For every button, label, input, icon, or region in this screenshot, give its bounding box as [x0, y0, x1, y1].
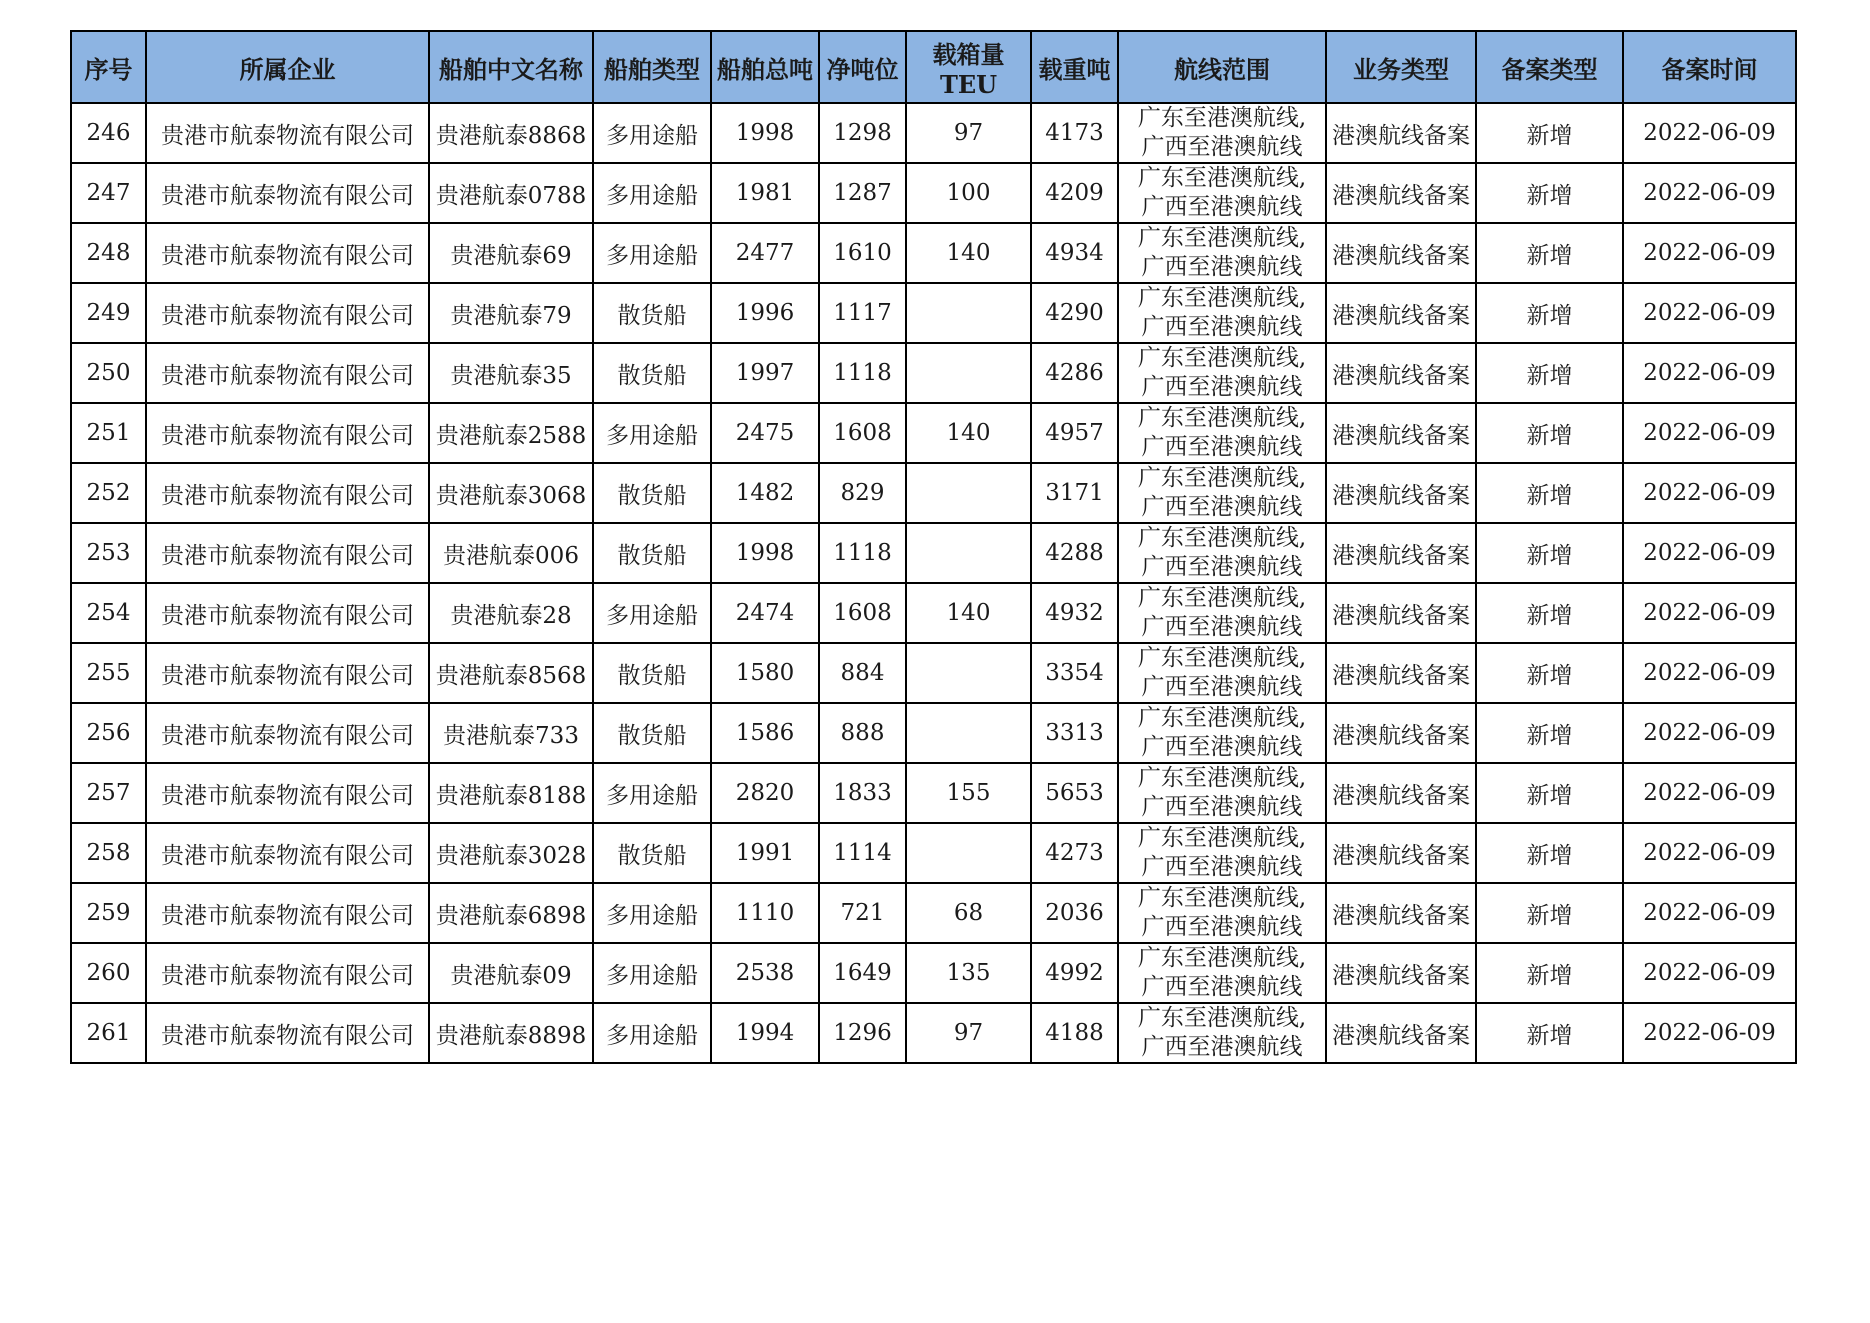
cell-deadweight: 3313: [1031, 703, 1118, 763]
route-line: 广西至港澳航线: [1141, 554, 1303, 580]
cell-ship-name: 贵港航泰8188: [429, 763, 593, 823]
cell-route-lines: [1118, 283, 1326, 343]
cell-filing-type: 新增: [1476, 223, 1623, 283]
column-header-seq: 序号: [71, 31, 146, 103]
cell-ship-name: 贵港航泰8898: [429, 1003, 593, 1063]
cell-business-type: 港澳航线备案: [1326, 823, 1476, 883]
cell-business-type: 港澳航线备案: [1326, 523, 1476, 583]
cell-gross-tonnage: 2820: [711, 763, 819, 823]
cell-company: 贵港市航泰物流有限公司: [146, 703, 429, 763]
cell-company: 贵港市航泰物流有限公司: [146, 883, 429, 943]
cell-route-lines: [1118, 523, 1326, 583]
cell-filing-type: 新增: [1476, 163, 1623, 223]
cell-business-type: 港澳航线备案: [1326, 583, 1476, 643]
route-line: 广西至港澳航线: [1141, 974, 1303, 1000]
cell-ship-type: 散货船: [593, 343, 711, 403]
cell-business-type: 港澳航线备案: [1326, 223, 1476, 283]
cell-ship-name: 贵港航泰8868: [429, 103, 593, 163]
column-header-route: 航线范围: [1118, 31, 1326, 103]
cell-deadweight: 4173: [1031, 103, 1118, 163]
cell-teu: 100: [906, 163, 1031, 223]
cell-filing-type: 新增: [1476, 1003, 1623, 1063]
route-line: 广东至港澳航线,: [1137, 285, 1307, 311]
cell-teu: 135: [906, 943, 1031, 1003]
cell-filing-date: 2022-06-09: [1623, 103, 1796, 163]
cell-company: 贵港市航泰物流有限公司: [146, 463, 429, 523]
column-header-ship-type: 船舶类型: [593, 31, 711, 103]
cell-filing-type: 新增: [1476, 763, 1623, 823]
cell-route-lines: [1118, 643, 1326, 703]
column-header-deadweight: 载重吨: [1031, 31, 1118, 103]
cell-filing-type: 新增: [1476, 403, 1623, 463]
cell-route-lines: [1118, 823, 1326, 883]
route-line: 广东至港澳航线,: [1137, 885, 1307, 911]
ship-filing-table: [70, 30, 1797, 1064]
table-body: [71, 103, 1796, 1063]
cell-gross-tonnage: 1586: [711, 703, 819, 763]
cell-filing-date: 2022-06-09: [1623, 463, 1796, 523]
cell-filing-date: 2022-06-09: [1623, 523, 1796, 583]
cell-deadweight: 3354: [1031, 643, 1118, 703]
cell-company: 贵港市航泰物流有限公司: [146, 403, 429, 463]
cell-filing-date: 2022-06-09: [1623, 403, 1796, 463]
cell-route-lines: [1118, 703, 1326, 763]
route-line: 广西至港澳航线: [1141, 434, 1303, 460]
cell-teu: 140: [906, 223, 1031, 283]
cell-ship-name: 贵港航泰69: [429, 223, 593, 283]
cell-net-tonnage: 721: [819, 883, 906, 943]
cell-route-lines: [1118, 883, 1326, 943]
cell-teu: 155: [906, 763, 1031, 823]
cell-ship-name: 贵港航泰35: [429, 343, 593, 403]
cell-ship-name: 贵港航泰79: [429, 283, 593, 343]
cell-business-type: 港澳航线备案: [1326, 163, 1476, 223]
cell-ship-type: 散货船: [593, 283, 711, 343]
route-line: 广西至港澳航线: [1141, 1034, 1303, 1060]
cell-deadweight: 4932: [1031, 583, 1118, 643]
cell-net-tonnage: 1117: [819, 283, 906, 343]
route-line: 广西至港澳航线: [1141, 314, 1303, 340]
cell-ship-type: 多用途船: [593, 223, 711, 283]
cell-route-lines: [1118, 103, 1326, 163]
cell-business-type: 港澳航线备案: [1326, 883, 1476, 943]
table-row: [71, 403, 1796, 463]
cell-seq: 253: [71, 523, 146, 583]
cell-net-tonnage: 1296: [819, 1003, 906, 1063]
cell-gross-tonnage: 1580: [711, 643, 819, 703]
cell-business-type: 港澳航线备案: [1326, 643, 1476, 703]
cell-business-type: 港澳航线备案: [1326, 403, 1476, 463]
cell-route-lines: [1118, 223, 1326, 283]
cell-teu: 68: [906, 883, 1031, 943]
cell-seq: 246: [71, 103, 146, 163]
route-line: 广东至港澳航线,: [1137, 825, 1307, 851]
header-row: [71, 31, 1796, 103]
cell-filing-date: 2022-06-09: [1623, 883, 1796, 943]
route-line: 广东至港澳航线,: [1137, 465, 1307, 491]
cell-ship-type: 多用途船: [593, 1003, 711, 1063]
cell-deadweight: 4992: [1031, 943, 1118, 1003]
cell-seq: 258: [71, 823, 146, 883]
cell-business-type: 港澳航线备案: [1326, 343, 1476, 403]
cell-filing-type: 新增: [1476, 883, 1623, 943]
cell-business-type: 港澳航线备案: [1326, 283, 1476, 343]
cell-ship-type: 多用途船: [593, 583, 711, 643]
route-line: 广东至港澳航线,: [1137, 345, 1307, 371]
cell-ship-name: 贵港航泰28: [429, 583, 593, 643]
cell-net-tonnage: 1298: [819, 103, 906, 163]
cell-deadweight: 4288: [1031, 523, 1118, 583]
cell-net-tonnage: 1610: [819, 223, 906, 283]
cell-company: 贵港市航泰物流有限公司: [146, 943, 429, 1003]
cell-ship-name: 贵港航泰8568: [429, 643, 593, 703]
cell-company: 贵港市航泰物流有限公司: [146, 283, 429, 343]
cell-filing-date: 2022-06-09: [1623, 163, 1796, 223]
cell-ship-name: 贵港航泰733: [429, 703, 593, 763]
cell-seq: 255: [71, 643, 146, 703]
column-header-teu: 载箱量TEU: [906, 31, 1031, 103]
cell-filing-date: 2022-06-09: [1623, 583, 1796, 643]
cell-teu: [906, 823, 1031, 883]
cell-business-type: 港澳航线备案: [1326, 1003, 1476, 1063]
cell-net-tonnage: 1114: [819, 823, 906, 883]
table-row: [71, 943, 1796, 1003]
route-line: 广东至港澳航线,: [1137, 105, 1307, 131]
cell-deadweight: 4290: [1031, 283, 1118, 343]
cell-gross-tonnage: 2475: [711, 403, 819, 463]
cell-gross-tonnage: 1997: [711, 343, 819, 403]
cell-filing-type: 新增: [1476, 703, 1623, 763]
table-row: [71, 523, 1796, 583]
cell-teu: 140: [906, 583, 1031, 643]
cell-ship-type: 多用途船: [593, 943, 711, 1003]
cell-gross-tonnage: 1110: [711, 883, 819, 943]
cell-ship-name: 贵港航泰3028: [429, 823, 593, 883]
table-row: [71, 883, 1796, 943]
cell-filing-type: 新增: [1476, 283, 1623, 343]
cell-net-tonnage: 1608: [819, 583, 906, 643]
cell-net-tonnage: 1649: [819, 943, 906, 1003]
table-row: [71, 703, 1796, 763]
cell-filing-type: 新增: [1476, 943, 1623, 1003]
cell-seq: 250: [71, 343, 146, 403]
table-row: [71, 1003, 1796, 1063]
route-line: 广西至港澳航线: [1141, 914, 1303, 940]
route-line: 广西至港澳航线: [1141, 794, 1303, 820]
table-row: [71, 463, 1796, 523]
cell-gross-tonnage: 1981: [711, 163, 819, 223]
cell-route-lines: [1118, 463, 1326, 523]
cell-deadweight: 4209: [1031, 163, 1118, 223]
cell-net-tonnage: 888: [819, 703, 906, 763]
cell-ship-type: 散货船: [593, 523, 711, 583]
cell-gross-tonnage: 2477: [711, 223, 819, 283]
column-header-net-tonnage: 净吨位: [819, 31, 906, 103]
route-line: 广东至港澳航线,: [1137, 225, 1307, 251]
cell-seq: 256: [71, 703, 146, 763]
cell-deadweight: 4934: [1031, 223, 1118, 283]
cell-teu: [906, 523, 1031, 583]
route-line: 广东至港澳航线,: [1137, 705, 1307, 731]
cell-ship-name: 贵港航泰6898: [429, 883, 593, 943]
cell-filing-type: 新增: [1476, 823, 1623, 883]
cell-business-type: 港澳航线备案: [1326, 103, 1476, 163]
route-line: 广东至港澳航线,: [1137, 165, 1307, 191]
route-line: 广西至港澳航线: [1141, 494, 1303, 520]
route-line: 广东至港澳航线,: [1137, 585, 1307, 611]
cell-net-tonnage: 1118: [819, 523, 906, 583]
cell-company: 贵港市航泰物流有限公司: [146, 1003, 429, 1063]
cell-filing-type: 新增: [1476, 523, 1623, 583]
table-row: [71, 763, 1796, 823]
cell-seq: 251: [71, 403, 146, 463]
cell-filing-date: 2022-06-09: [1623, 703, 1796, 763]
table-row: [71, 343, 1796, 403]
route-line: 广东至港澳航线,: [1137, 405, 1307, 431]
route-line: 广西至港澳航线: [1141, 854, 1303, 880]
table-row: [71, 283, 1796, 343]
cell-teu: [906, 703, 1031, 763]
cell-ship-type: 散货船: [593, 463, 711, 523]
cell-seq: 259: [71, 883, 146, 943]
cell-route-lines: [1118, 1003, 1326, 1063]
cell-teu: [906, 463, 1031, 523]
column-header-gross-tonnage: 船舶总吨: [711, 31, 819, 103]
cell-filing-date: 2022-06-09: [1623, 1003, 1796, 1063]
cell-filing-date: 2022-06-09: [1623, 823, 1796, 883]
cell-seq: 248: [71, 223, 146, 283]
column-header-company: 所属企业: [146, 31, 429, 103]
cell-company: 贵港市航泰物流有限公司: [146, 103, 429, 163]
cell-deadweight: 2036: [1031, 883, 1118, 943]
cell-ship-type: 散货船: [593, 823, 711, 883]
cell-seq: 249: [71, 283, 146, 343]
cell-route-lines: [1118, 403, 1326, 463]
cell-route-lines: [1118, 163, 1326, 223]
cell-gross-tonnage: 1482: [711, 463, 819, 523]
cell-ship-name: 贵港航泰2588: [429, 403, 593, 463]
route-line: 广西至港澳航线: [1141, 674, 1303, 700]
cell-filing-date: 2022-06-09: [1623, 343, 1796, 403]
cell-company: 贵港市航泰物流有限公司: [146, 223, 429, 283]
table-header: [71, 31, 1796, 103]
cell-teu: [906, 283, 1031, 343]
cell-net-tonnage: 884: [819, 643, 906, 703]
cell-ship-name: 贵港航泰3068: [429, 463, 593, 523]
cell-filing-type: 新增: [1476, 643, 1623, 703]
cell-company: 贵港市航泰物流有限公司: [146, 523, 429, 583]
cell-company: 贵港市航泰物流有限公司: [146, 343, 429, 403]
cell-filing-date: 2022-06-09: [1623, 283, 1796, 343]
cell-teu: 97: [906, 1003, 1031, 1063]
route-line: 广西至港澳航线: [1141, 134, 1303, 160]
cell-ship-name: 贵港航泰006: [429, 523, 593, 583]
cell-filing-type: 新增: [1476, 583, 1623, 643]
route-line: 广西至港澳航线: [1141, 254, 1303, 280]
cell-filing-type: 新增: [1476, 343, 1623, 403]
cell-filing-type: 新增: [1476, 103, 1623, 163]
table-row: [71, 103, 1796, 163]
route-line: 广东至港澳航线,: [1137, 765, 1307, 791]
cell-gross-tonnage: 1998: [711, 103, 819, 163]
column-header-filing-type: 备案类型: [1476, 31, 1623, 103]
column-header-ship-name: 船舶中文名称: [429, 31, 593, 103]
cell-seq: 260: [71, 943, 146, 1003]
cell-deadweight: 4957: [1031, 403, 1118, 463]
cell-company: 贵港市航泰物流有限公司: [146, 163, 429, 223]
cell-ship-type: 多用途船: [593, 763, 711, 823]
cell-business-type: 港澳航线备案: [1326, 703, 1476, 763]
cell-gross-tonnage: 2474: [711, 583, 819, 643]
cell-ship-type: 散货船: [593, 643, 711, 703]
cell-net-tonnage: 1118: [819, 343, 906, 403]
cell-deadweight: 5653: [1031, 763, 1118, 823]
cell-teu: [906, 643, 1031, 703]
cell-gross-tonnage: 1991: [711, 823, 819, 883]
cell-ship-type: 多用途船: [593, 883, 711, 943]
route-line: 广东至港澳航线,: [1137, 525, 1307, 551]
cell-teu: 97: [906, 103, 1031, 163]
cell-business-type: 港澳航线备案: [1326, 943, 1476, 1003]
cell-gross-tonnage: 1994: [711, 1003, 819, 1063]
cell-route-lines: [1118, 943, 1326, 1003]
cell-business-type: 港澳航线备案: [1326, 463, 1476, 523]
cell-seq: 252: [71, 463, 146, 523]
route-line: 广东至港澳航线,: [1137, 645, 1307, 671]
column-header-filing-date: 备案时间: [1623, 31, 1796, 103]
cell-ship-name: 贵港航泰09: [429, 943, 593, 1003]
cell-filing-date: 2022-06-09: [1623, 943, 1796, 1003]
cell-company: 贵港市航泰物流有限公司: [146, 823, 429, 883]
route-line: 广西至港澳航线: [1141, 374, 1303, 400]
cell-filing-date: 2022-06-09: [1623, 643, 1796, 703]
cell-filing-type: 新增: [1476, 463, 1623, 523]
route-line: 广东至港澳航线,: [1137, 945, 1307, 971]
cell-gross-tonnage: 1996: [711, 283, 819, 343]
cell-route-lines: [1118, 583, 1326, 643]
cell-route-lines: [1118, 343, 1326, 403]
cell-net-tonnage: 1287: [819, 163, 906, 223]
column-header-business-type: 业务类型: [1326, 31, 1476, 103]
cell-ship-type: 散货船: [593, 703, 711, 763]
cell-net-tonnage: 829: [819, 463, 906, 523]
route-line: 广西至港澳航线: [1141, 194, 1303, 220]
cell-business-type: 港澳航线备案: [1326, 763, 1476, 823]
cell-ship-type: 多用途船: [593, 103, 711, 163]
cell-seq: 247: [71, 163, 146, 223]
cell-ship-type: 多用途船: [593, 163, 711, 223]
cell-gross-tonnage: 2538: [711, 943, 819, 1003]
table-row: [71, 163, 1796, 223]
route-line: 广西至港澳航线: [1141, 734, 1303, 760]
table-row: [71, 643, 1796, 703]
cell-seq: 254: [71, 583, 146, 643]
route-line: 广东至港澳航线,: [1137, 1005, 1307, 1031]
cell-teu: 140: [906, 403, 1031, 463]
cell-filing-date: 2022-06-09: [1623, 763, 1796, 823]
cell-seq: 261: [71, 1003, 146, 1063]
route-line: 广西至港澳航线: [1141, 614, 1303, 640]
cell-teu: [906, 343, 1031, 403]
cell-company: 贵港市航泰物流有限公司: [146, 643, 429, 703]
table-row: [71, 583, 1796, 643]
cell-ship-type: 多用途船: [593, 403, 711, 463]
cell-deadweight: 3171: [1031, 463, 1118, 523]
cell-deadweight: 4273: [1031, 823, 1118, 883]
cell-net-tonnage: 1608: [819, 403, 906, 463]
cell-company: 贵港市航泰物流有限公司: [146, 763, 429, 823]
cell-ship-name: 贵港航泰0788: [429, 163, 593, 223]
cell-deadweight: 4286: [1031, 343, 1118, 403]
cell-company: 贵港市航泰物流有限公司: [146, 583, 429, 643]
table-row: [71, 223, 1796, 283]
cell-net-tonnage: 1833: [819, 763, 906, 823]
cell-seq: 257: [71, 763, 146, 823]
cell-deadweight: 4188: [1031, 1003, 1118, 1063]
cell-route-lines: [1118, 763, 1326, 823]
cell-filing-date: 2022-06-09: [1623, 223, 1796, 283]
table-row: [71, 823, 1796, 883]
cell-gross-tonnage: 1998: [711, 523, 819, 583]
